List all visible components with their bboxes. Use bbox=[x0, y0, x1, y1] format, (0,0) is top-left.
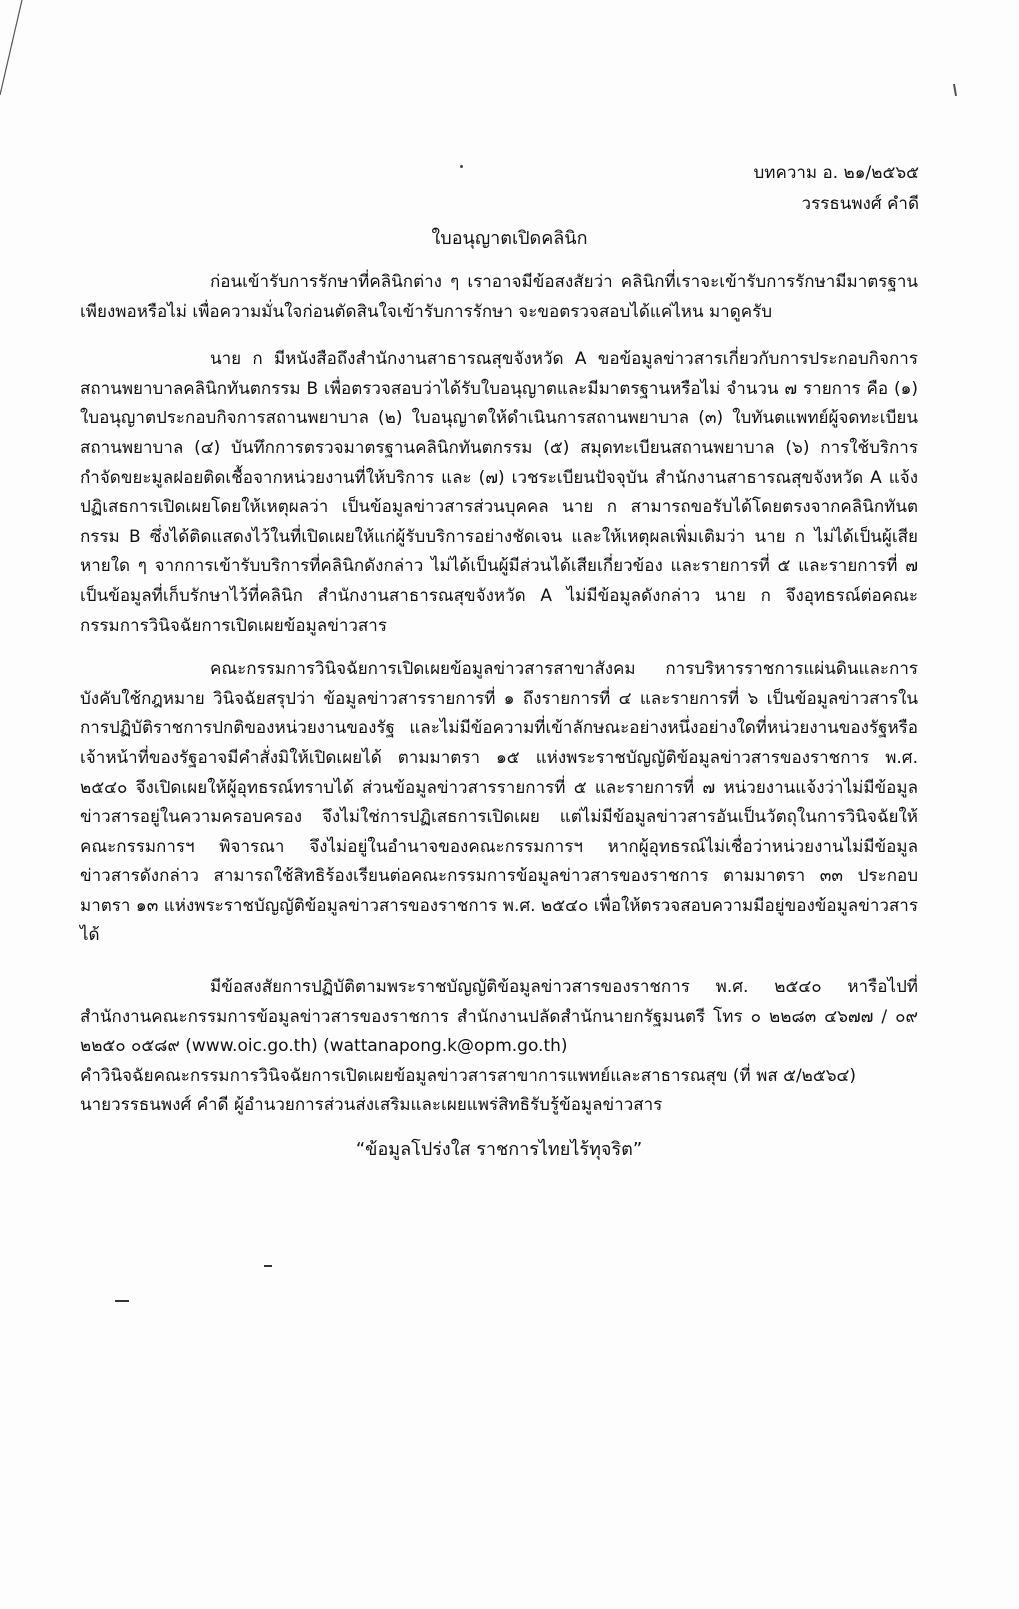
contact-paragraph: มีข้อสงสัยการปฏิบัติตามพระราชบัญญัติข้อมูลข่าวสารของราชการ พ.ศ. ๒๕๔๐ หารือไปที่สำนักงานคณะกรรมการข้อมูลข่าวสารของราชการ สำนักงานปลัดสำนักนายกรัฐมนตรี โทร ๐ ๒๒๘๓ ๔๖๗๗ / ๐๙ ๒๒๕๐ ๐๕๘๙ (www.oic.go.th) (wattanapong.k@opm.go.th) bbox=[80, 977, 918, 1057]
article-reference: บทความ อ. ๒๑/๒๕๖๕ bbox=[753, 163, 919, 183]
scan-dot bbox=[460, 165, 463, 168]
article-author: วรรธนพงศ์ คำดี bbox=[801, 194, 919, 214]
article-title: ใบอนุญาตเปิดคลินิก bbox=[431, 228, 588, 249]
slogan: “ข้อมูลโปร่งใส ราชการไทยไร้ทุจริต” bbox=[355, 1139, 643, 1161]
scan-dash bbox=[264, 1265, 272, 1267]
scan-speck bbox=[953, 84, 957, 96]
article-body bbox=[80, 268, 918, 1183]
decision-paragraph: คณะกรรมการวินิจฉัยการเปิดเผยข้อมูลข่าวสารสาขาสังคม การบริหารราชการแผ่นดินและการบังคับใช้กฎหมาย วินิจฉัยสรุปว่า ข้อมูลข่าวสารรายการที่ ๑ ถึงรายการที่ ๔ และรายการที่ ๖ เป็นข้อมูลข่าวสารในการปฏิบัติราชการปกติของหน่วยงานของรัฐ และไม่มีข้อความที่เข้าลักษณะอย่างหนึ่งอย่างใดที่หน่วยงานของรัฐหรือเจ้าหน้าที่ของรัฐอาจมีคำสั่งมิให้เปิดเผยได้ ตามมาตรา ๑๕ แห่งพระราชบัญญัติข้อมูลข่าวสารของราชการ พ.ศ. ๒๕๔๐ จึงเปิดเผยให้ผู้อุทธรณ์ทราบได้ ส่วนข้อมูลข่าวสารรายการที่ ๕ และรายการที่ ๗ หน่วยงานแจ้งว่าไม่มีข้อมูลข่าวสารอยู่ในความครอบครอง จึงไม่ใช่การปฏิเสธการเปิดเผย แต่ไม่มีข้อมูลข่าวสารอันเป็นวัตถุในการวินิจฉัยให้คณะกรรมการฯ พิจารณา จึงไม่อยู่ในอำนาจของคณะกรรมการฯ หากผู้อุทธรณ์ไม่เชื่อว่าหน่วยงานไม่มีข้อมูลข่าวสารดังกล่าว สามารถใช้สิทธิร้องเรียนต่อคณะกรรมการข้อมูลข่าวสารของราชการ ตามมาตรา ๓๓ ประกอบมาตรา ๑๓ แห่งพระราชบัญญัติข้อมูลข่าวสารของราชการ พ.ศ. ๒๕๔๐ เพื่อให้ตรวจสอบความมีอยู่ของข้อมูลข่าวสารได้ bbox=[80, 659, 918, 946]
case-paragraph: นาย ก มีหนังสือถึงสำนักงานสาธารณสุขจังหวัด A ขอข้อมูลข่าวสารเกี่ยวกับการประกอบกิจการสถานพยาบาลคลินิกทันตกรรม B เพื่อตรวจสอบว่าได้รับใบอนุญาตและมีมาตรฐานหรือไม่ จำนวน ๗ รายการ คือ (๑) ใบอนุญาตประกอบกิจการสถานพยาบาล (๒) ใบอนุญาตให้ดำเนินการสถานพยาบาล (๓) ใบทันตแพทย์ผู้จดทะเบียนสถานพยาบาล (๔) บันทึกการตรวจมาตรฐานคลินิกทันตกรรม (๕) สมุดทะเบียนสถานพยาบาล (๖) การใช้บริการกำจัดขยะมูลฝอยติดเชื้อจากหน่วยงานที่ให้บริการ และ (๗) เวชระเบียนปัจจุบัน สำนักงานสาธารณสุขจังหวัด A แจ้งปฏิเสธการเปิดเผยโดยให้เหตุผลว่า เป็นข้อมูลข่าวสารส่วนบุคคล นาย ก สามารถขอรับได้โดยตรงจากคลินิกทันตกรรม B ซึ่งได้ติดแสดงไว้ในที่เปิดเผยให้แก่ผู้รับบริการอย่างชัดเจน และให้เหตุผลเพิ่มเติมว่า นาย ก ไม่ได้เป็นผู้เสียหายใด ๆ จากการเข้ารับบริการที่คลินิกดังกล่าว ไม่ได้เป็นผู้มีส่วนได้เสียเกี่ยวข้อง และรายการที่ ๕ และรายการที่ ๗ เป็นข้อมูลที่เก็บรักษาไว้ที่คลินิก สำนักงานสาธารณสุขจังหวัด A ไม่มีข้อมูลดังกล่าว นาย ก จึงอุทธรณ์ต่อคณะกรรมการวินิจฉัยการเปิดเผยข้อมูลข่าวสาร bbox=[80, 349, 918, 636]
decision-reference: คำวินิจฉัยคณะกรรมการวินิจฉัยการเปิดเผยข้อมูลข่าวสารสาขาการแพทย์และสาธารณสุข (ที่ พส ๕/๒๕๖๔) bbox=[80, 1065, 857, 1086]
article-header bbox=[753, 158, 919, 220]
scan-dash-2 bbox=[115, 1300, 129, 1302]
intro-paragraph: ก่อนเข้ารับการรักษาที่คลินิกต่าง ๆ เราอาจมีข้อสงสัยว่า คลินิกที่เราจะเข้ารับการรักษามีมาตรฐานเพียงพอหรือไม่ เพื่อความมั่นใจก่อนตัดสินใจเข้ารับการรักษา จะขอตรวจสอบได้แค่ไหน มาดูครับ bbox=[80, 272, 918, 322]
author-signature: นายวรรธนพงศ์ คำดี ผู้อำนวยการส่วนส่งเสริมและเผยแพร่สิทธิรับรู้ข้อมูลข่าวสาร bbox=[80, 1095, 663, 1116]
scan-edge-mark bbox=[0, 0, 40, 100]
